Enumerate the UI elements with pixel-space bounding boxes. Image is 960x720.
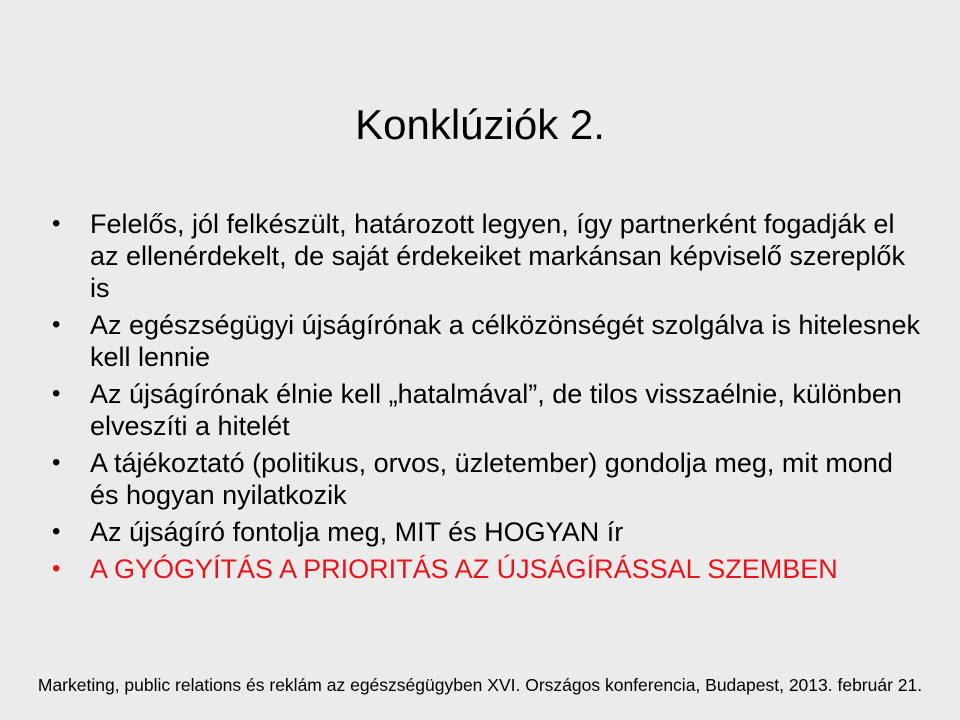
bullet-dot: • [52, 449, 61, 476]
bullet-text: Felelős, jól felkészült, határozott legyen, így partnerként fogadják el az ellenérdekelt, de saját érdekeiket markánsan képviselő szereplők is [90, 209, 905, 303]
bullet-text: Az újságírónak élnie kell „hatalmával”, de tilos visszaélnie, különben elveszíti a hitelét [90, 379, 902, 441]
bullet-dot: • [52, 380, 61, 407]
bullet-item-what-and-how [52, 516, 922, 548]
bullet-item-priority-highlight [52, 553, 922, 585]
bullet-item-informant [52, 447, 922, 511]
bullet-dot: • [52, 555, 61, 582]
bullet-text: A tájékoztató (politikus, orvos, üzletember) gondolja meg, mit mond és hogyan nyilatkozik [90, 448, 893, 510]
bullet-dot: • [52, 311, 61, 338]
bullet-dot: • [52, 210, 61, 237]
bullet-text: Az újságíró fontolja meg, MIT és HOGYAN ír [90, 517, 624, 547]
bullet-item-power [52, 378, 922, 442]
footer-conference-info: Marketing, public relations és reklám az egészségügyben XVI. Országos konferencia, Budapest, 2013. február 21. [37, 675, 923, 695]
bullet-list [52, 208, 922, 590]
bullet-item-credibility [52, 309, 922, 373]
bullet-dot: • [52, 518, 61, 545]
bullet-item-responsibility [52, 208, 922, 304]
bullet-text: A GYÓGYÍTÁS A PRIORITÁS AZ ÚJSÁGÍRÁSSAL SZEMBEN [90, 554, 838, 584]
bullet-text: Az egészségügyi újságírónak a célközönségét szolgálva is hitelesnek kell lennie [90, 310, 920, 372]
slide-title: Konklúziók 2. [355, 101, 605, 148]
